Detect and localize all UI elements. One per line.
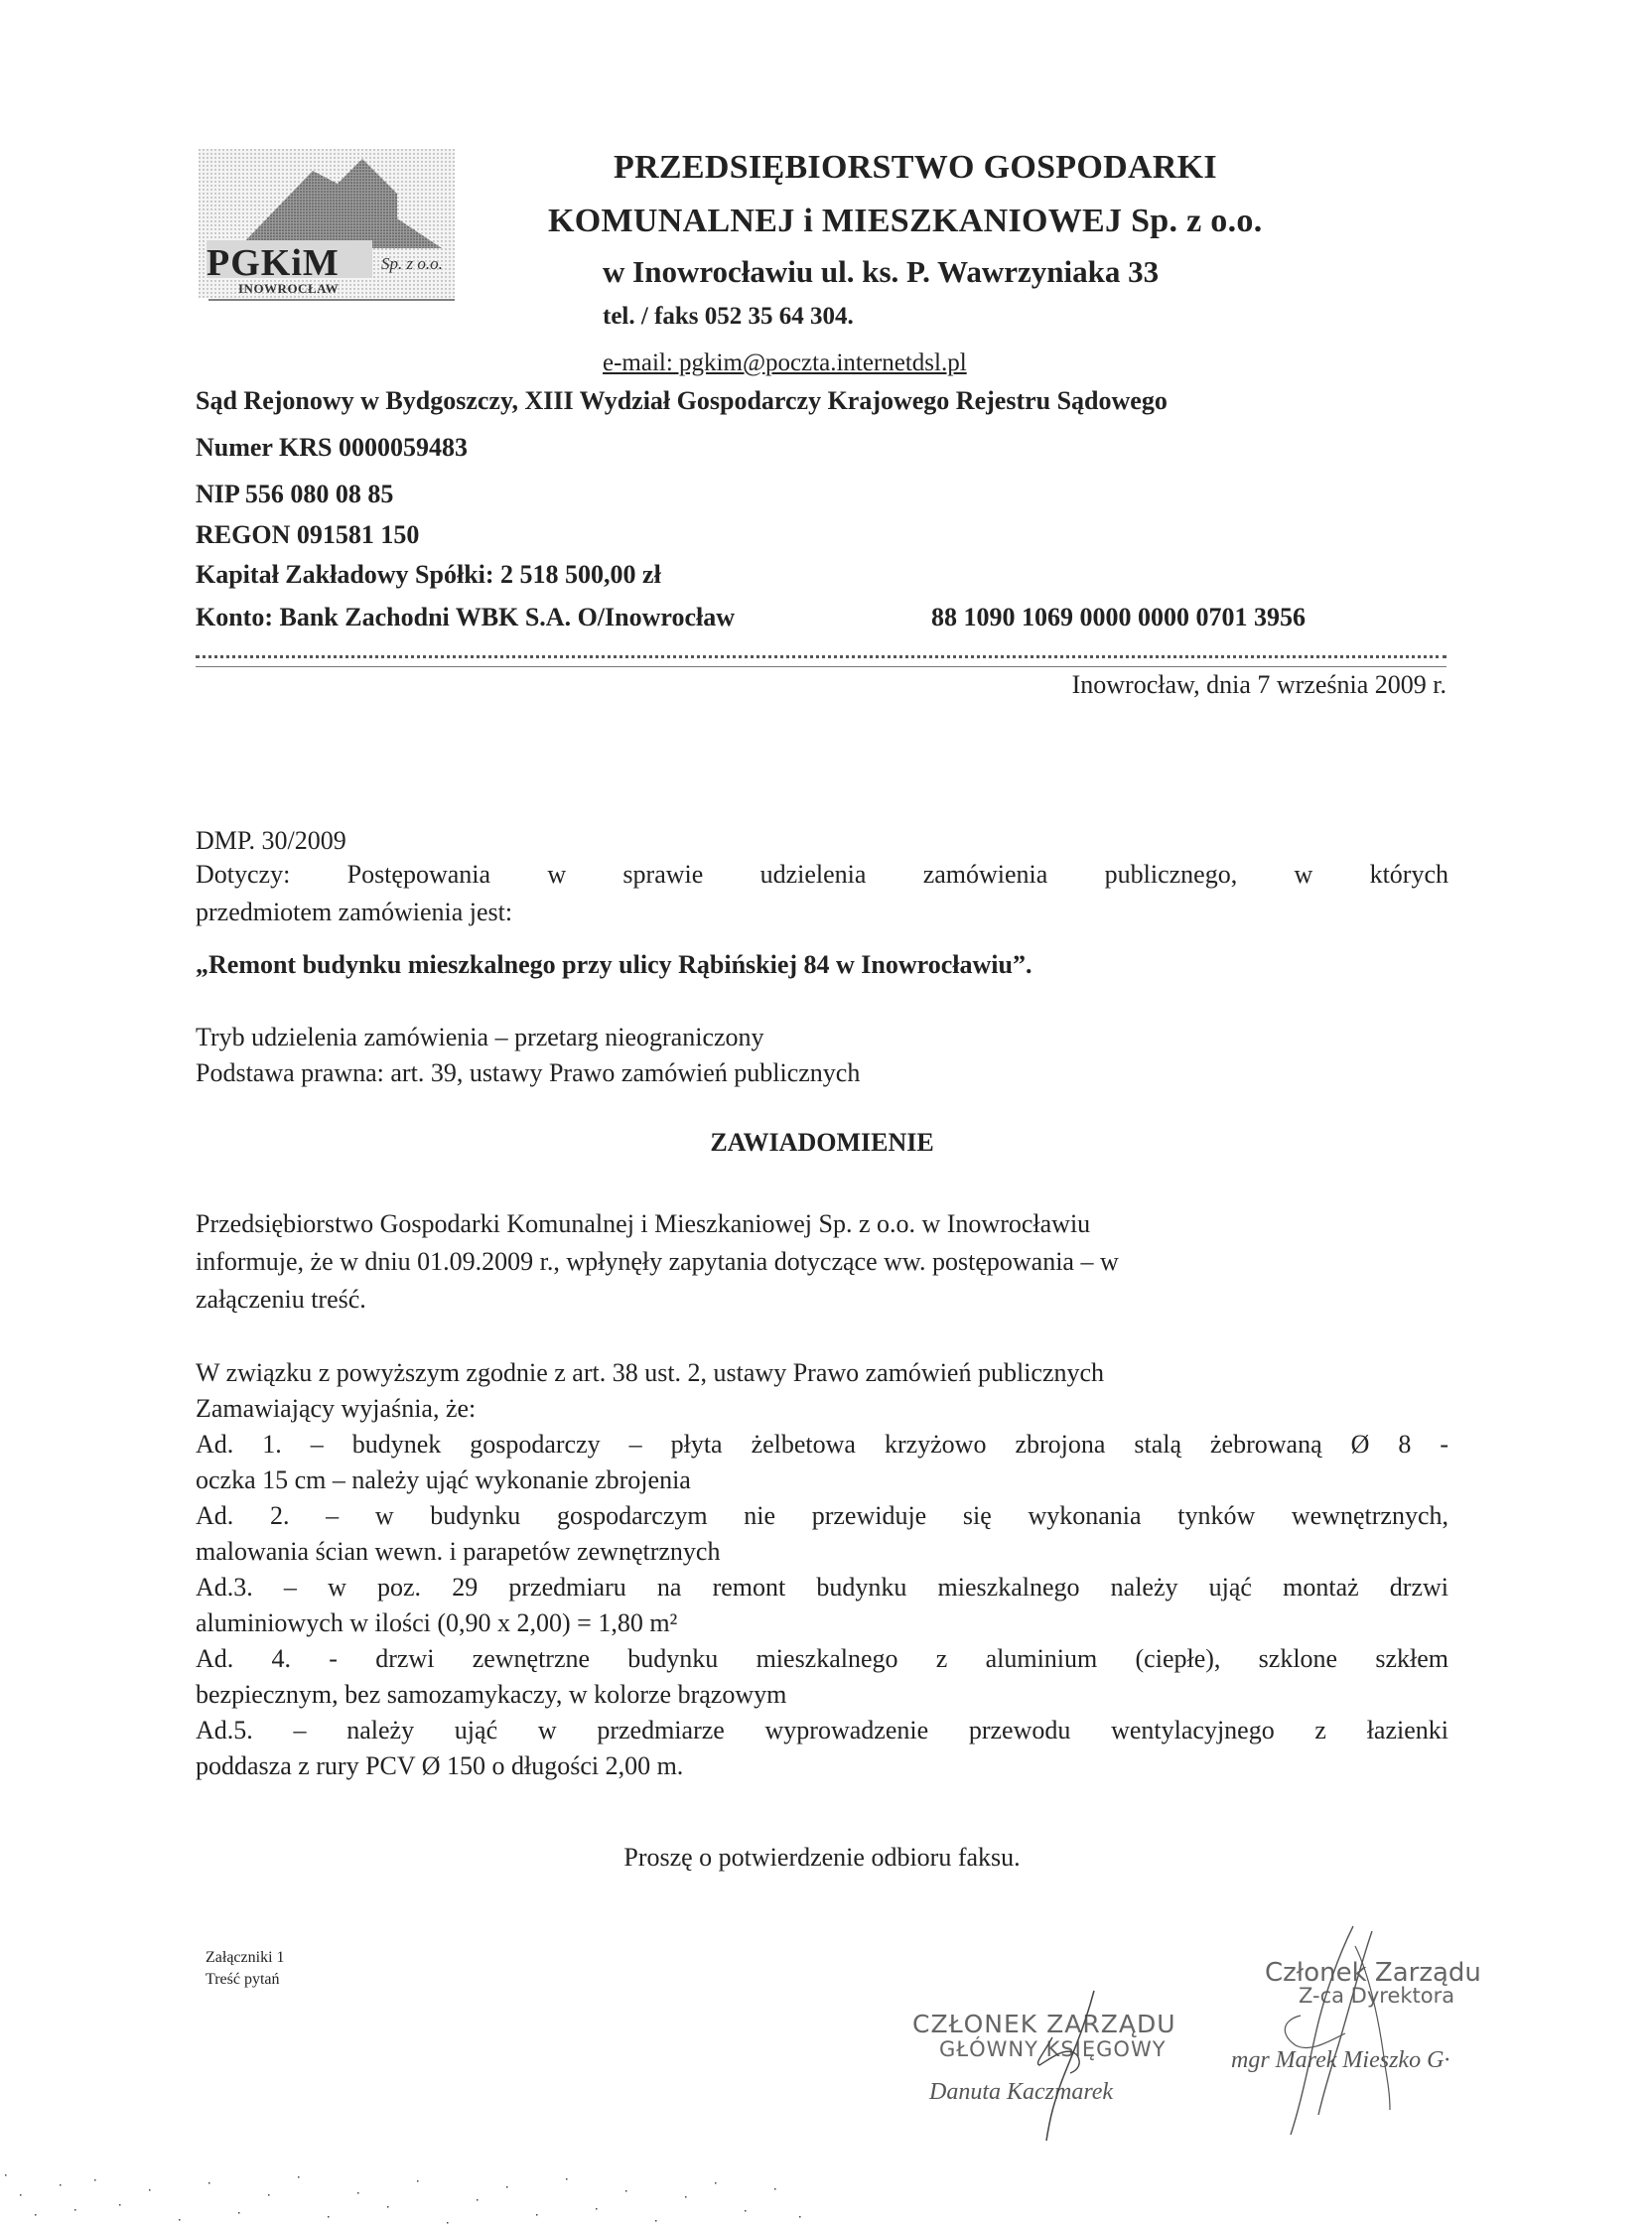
- bank-account-label: Konto: Bank Zachodni WBK S.A. O/Inowrocław: [196, 603, 735, 631]
- explanation-item-3: Ad.3. – w poz. 29 przedmiaru na remont budynku mieszkalnego należy ująć montaż drzwi: [196, 1573, 1448, 1602]
- nip-number: NIP 556 080 08 85: [196, 480, 394, 508]
- intro-line: Przedsiębiorstwo Gospodarki Komunalnej i Mieszkaniowej Sp. z o.o. w Inowrocławiu: [196, 1209, 1091, 1238]
- closing-request: Proszę o potwierdzenie odbioru faksu.: [623, 1843, 1021, 1872]
- place-and-date: Inowrocław, dnia 7 września 2009 r.: [1071, 670, 1446, 699]
- stamp-title: Członek Zarządu: [1265, 1958, 1481, 1988]
- explanation-line: aluminiowych w ilości (0,90 x 2,00) = 1,80 m²: [196, 1608, 678, 1637]
- signature-block-left: [894, 1946, 1231, 2145]
- stamp-subtitle: GŁÓWNY KSIĘGOWY: [939, 2037, 1167, 2061]
- company-email-link[interactable]: e-mail: pgkim@poczta.internetdsl.pl: [603, 349, 967, 376]
- subject-line2: przedmiotem zamówienia jest:: [196, 898, 513, 926]
- explanation-line: Zamawiający wyjaśnia, że:: [196, 1394, 477, 1423]
- intro-line: załączeniu treść.: [196, 1285, 366, 1314]
- company-name-line1: PRZEDSIĘBIORSTWO GOSPODARKI: [614, 149, 1217, 186]
- logo-suffix: Sp. z o.o.: [381, 254, 443, 273]
- logo-city: INOWROCŁAW: [238, 281, 340, 296]
- explanation-item-5: Ad.5. – należy ująć w przedmiarze wyprowadzenie przewodu wentylacyjnego z łazienki: [196, 1716, 1448, 1744]
- company-logo: [199, 149, 455, 306]
- explanation-line: malowania ścian wewn. i parapetów zewnętrznych: [196, 1537, 721, 1566]
- court-registration: Sąd Rejonowy w Bydgoszczy, XIII Wydział Gospodarczy Krajowego Rejestru Sądowego: [196, 386, 1168, 415]
- scan-noise: [0, 2164, 814, 2231]
- notice-heading: ZAWIADOMIENIE: [710, 1128, 934, 1157]
- stamp-title: CZŁONEK ZARZĄDU: [912, 2010, 1176, 2038]
- attachment-item: Treść pytań: [206, 1971, 280, 1988]
- reference-number: DMP. 30/2009: [196, 826, 346, 855]
- company-phone-fax: tel. / faks 052 35 64 304.: [603, 303, 854, 330]
- explanation-line: poddasza z rury PCV Ø 150 o długości 2,00 m.: [196, 1751, 684, 1780]
- logo-text: PGKiM: [206, 242, 340, 284]
- legal-basis: Podstawa prawna: art. 39, ustawy Prawo zamówień publicznych: [196, 1058, 861, 1087]
- letterhead-divider: [196, 655, 1446, 667]
- explanation-item-2: Ad. 2. – w budynku gospodarczym nie przewiduje się wykonania tynków wewnętrznych,: [196, 1501, 1448, 1530]
- attachments-label: Załączniki 1: [206, 1949, 285, 1966]
- krs-number: Numer KRS 0000059483: [196, 433, 468, 462]
- procurement-mode: Tryb udzielenia zamówienia – przetarg nieograniczony: [196, 1023, 764, 1051]
- company-address: w Inowrocławiu ul. ks. P. Wawrzyniaka 33: [603, 254, 1160, 289]
- explanation-item-4: Ad. 4. - drzwi zewnętrzne budynku mieszkalnego z aluminium (ciepłe), szklone szkłem: [196, 1644, 1448, 1673]
- signatory-name: Danuta Kaczmarek: [929, 2079, 1114, 2105]
- contract-title: „Remont budynku mieszkalnego przy ulicy Rąbińskiej 84 w Inowrocławiu”.: [196, 950, 1032, 979]
- share-capital: Kapitał Zakładowy Spółki: 2 518 500,00 zł: [196, 560, 661, 589]
- regon-number: REGON 091581 150: [196, 520, 420, 549]
- signatory-name: mgr Marek Mieszko G·: [1231, 2047, 1450, 2073]
- explanation-line: W związku z powyższym zgodnie z art. 38 ust. 2, ustawy Prawo zamówień publicznych: [196, 1358, 1105, 1387]
- signature-block-right: [1221, 1916, 1569, 2135]
- bank-account-number: 88 1090 1069 0000 0000 0701 3956: [931, 603, 1306, 631]
- handwritten-signature-icon: [894, 1946, 1231, 2145]
- stamp-subtitle: Z-ca Dyrektora: [1299, 1984, 1455, 2008]
- explanation-line: oczka 15 cm – należy ująć wykonanie zbrojenia: [196, 1465, 691, 1494]
- explanation-line: bezpiecznym, bez samozamykaczy, w kolorze brązowym: [196, 1680, 787, 1709]
- company-name-line2: KOMUNALNEJ i MIESZKANIOWEJ Sp. z o.o.: [548, 203, 1263, 239]
- intro-line: informuje, że w dniu 01.09.2009 r., wpłynęły zapytania dotyczące ww. postępowania – w: [196, 1247, 1119, 1276]
- explanation-item-1: Ad. 1. – budynek gospodarczy – płyta żelbetowa krzyżowo zbrojona stalą żebrowaną Ø 8 -: [196, 1430, 1448, 1459]
- handwritten-signature-icon: [1221, 1916, 1569, 2135]
- subject-line1: Dotyczy: Postępowania w sprawie udzielenia zamówienia publicznego, w których: [196, 860, 1448, 889]
